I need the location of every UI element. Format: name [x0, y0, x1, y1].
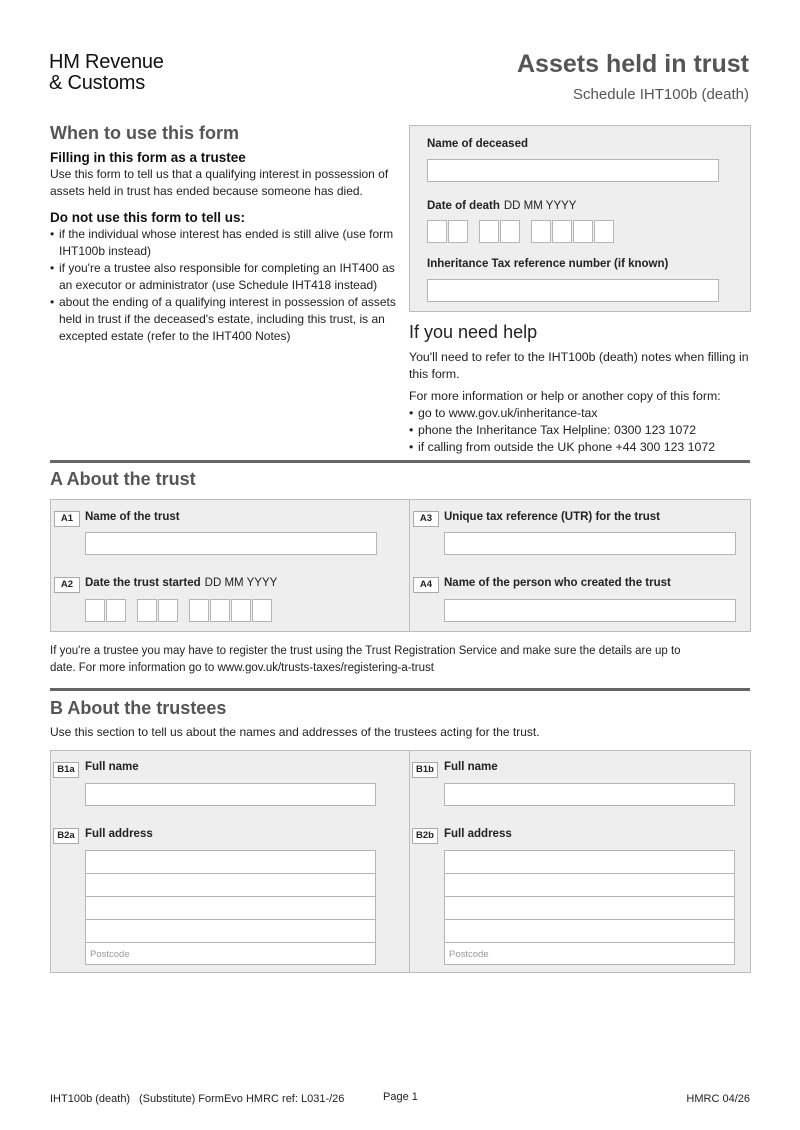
help-heading: If you need help [409, 322, 538, 342]
form-subtitle: Schedule IHT100b (death) [573, 86, 749, 103]
help-text-notes: You'll need to refer to the IHT100b (death) notes when filling in this form. [409, 350, 749, 381]
date-digit-box[interactable] [106, 599, 126, 622]
filling-text: Use this form to tell us that a qualifying interest in possession of assets held in trust has ended because someone has died. [50, 167, 389, 198]
postcode-input[interactable]: Postcode [444, 942, 735, 965]
question-box-a3: A3 [413, 511, 439, 527]
list-item: • if calling from outside the UK phone +44 300 123 1072 [409, 439, 754, 456]
trustee-1-address-label: Full address [85, 828, 153, 840]
date-format-hint: DD MM YYYY [503, 200, 577, 212]
address-line[interactable] [444, 873, 735, 896]
list-item: • if you're a trustee also responsible for completing an IHT400 as an executor or administrator (use Schedule IHT418 instead) [50, 260, 400, 294]
section-b-intro: Use this section to tell us about the names and addresses of the trustees acting for the trust. [50, 725, 540, 739]
section-a-heading: A About the trust [50, 469, 196, 489]
trust-start-date-input [85, 599, 273, 622]
address-line[interactable] [444, 850, 735, 873]
section-b-panel [50, 750, 751, 973]
trust-name-label: Name of the trust [85, 511, 180, 523]
date-of-death-label-text: Date of death [427, 200, 500, 212]
form-title: Assets held in trust [517, 50, 749, 78]
section-b-rule [50, 688, 750, 691]
date-digit-box[interactable] [427, 220, 447, 243]
panel-divider [409, 751, 410, 972]
date-digit-box[interactable] [531, 220, 551, 243]
filling-heading: Filling in this form as a trustee [50, 150, 246, 165]
help-section [409, 322, 754, 456]
date-digit-box[interactable] [573, 220, 593, 243]
date-digit-box[interactable] [137, 599, 157, 622]
address-line[interactable] [85, 896, 376, 919]
footer-hmrc-date: HMRC 04/26 [686, 1093, 750, 1105]
address-line[interactable] [444, 919, 735, 942]
deceased-name-input[interactable] [427, 159, 719, 182]
iht-reference-label: Inheritance Tax reference number (if known) [427, 258, 669, 270]
trust-start-date-label-text: Date the trust started [85, 577, 201, 589]
utr-label: Unique tax reference (UTR) for the trust [444, 511, 660, 523]
utr-input[interactable] [444, 532, 736, 555]
trustee-2-name-label: Full name [444, 761, 498, 773]
help-text-more: For more information or help or another copy of this form: [409, 389, 721, 403]
question-box-a2: A2 [54, 577, 80, 593]
date-digit-box[interactable] [231, 599, 251, 622]
address-line[interactable] [85, 873, 376, 896]
hmrc-logo [49, 52, 164, 94]
footer-page-number: Page 1 [383, 1091, 418, 1103]
date-digit-box[interactable] [552, 220, 572, 243]
trustee-1-address-input [85, 850, 376, 965]
trustee-1-name-label: Full name [85, 761, 139, 773]
trustee-2-address-label: Full address [444, 828, 512, 840]
trustee-2-name-input[interactable] [444, 783, 735, 806]
date-digit-box[interactable] [252, 599, 272, 622]
date-digit-box[interactable] [85, 599, 105, 622]
do-not-heading: Do not use this form to tell us: [50, 210, 245, 225]
address-line[interactable] [85, 919, 376, 942]
section-a-panel [50, 499, 751, 632]
postcode-input[interactable]: Postcode [85, 942, 376, 965]
date-digit-box[interactable] [479, 220, 499, 243]
trustee-2-address-input [444, 850, 735, 965]
date-digit-box[interactable] [500, 220, 520, 243]
list-item: • go to www.gov.uk/inheritance-tax [409, 405, 754, 422]
logo-line-1: HM Revenue [49, 51, 164, 73]
iht-reference-input[interactable] [427, 279, 719, 302]
date-of-death-input [427, 220, 615, 243]
question-box-b1a: B1a [53, 762, 79, 778]
date-digit-box[interactable] [158, 599, 178, 622]
section-a-rule [50, 460, 750, 463]
date-digit-box[interactable] [448, 220, 468, 243]
question-box-a1: A1 [54, 511, 80, 527]
date-digit-box[interactable] [210, 599, 230, 622]
do-not-list [50, 226, 400, 345]
footer-substitute-ref: (Substitute) FormEvo HMRC ref: L031-/26 [139, 1093, 345, 1105]
date-of-death-label [427, 200, 576, 212]
deceased-details-panel [409, 125, 751, 312]
help-list [409, 405, 754, 456]
address-line[interactable] [444, 896, 735, 919]
when-heading: When to use this form [50, 123, 239, 143]
date-digit-box[interactable] [594, 220, 614, 243]
address-line[interactable] [85, 850, 376, 873]
list-item: • if the individual whose interest has ended is still alive (use form IHT100b instead) [50, 226, 400, 260]
trust-name-input[interactable] [85, 532, 377, 555]
settlor-name-label: Name of the person who created the trust [444, 577, 671, 589]
question-box-b2a: B2a [53, 828, 79, 844]
deceased-name-label: Name of deceased [427, 138, 528, 150]
date-digit-box[interactable] [189, 599, 209, 622]
trust-registration-note: If you're a trustee you may have to register the trust using the Trust Registration Service and make sure the details are up to date. For more information go to www.gov.uk/trusts-taxes/registering-a-trust [50, 645, 681, 674]
list-item: • about the ending of a qualifying interest in possession of assets held in trust if the deceased's estate, including this trust, is an excepted estate (refer to the IHT400 Notes) [50, 294, 400, 345]
logo-line-2: & Customs [49, 72, 146, 94]
question-box-a4: A4 [413, 577, 439, 593]
intro-section [50, 123, 400, 345]
section-b-heading: B About the trustees [50, 698, 227, 718]
panel-divider [409, 500, 410, 631]
trust-start-date-label [85, 577, 277, 589]
footer-form-ref: IHT100b (death) [50, 1093, 131, 1105]
trustee-1-name-input[interactable] [85, 783, 376, 806]
list-item: • phone the Inheritance Tax Helpline: 0300 123 1072 [409, 422, 754, 439]
question-box-b2b: B2b [412, 828, 438, 844]
settlor-name-input[interactable] [444, 599, 736, 622]
date-format-hint: DD MM YYYY [204, 577, 278, 589]
question-box-b1b: B1b [412, 762, 438, 778]
